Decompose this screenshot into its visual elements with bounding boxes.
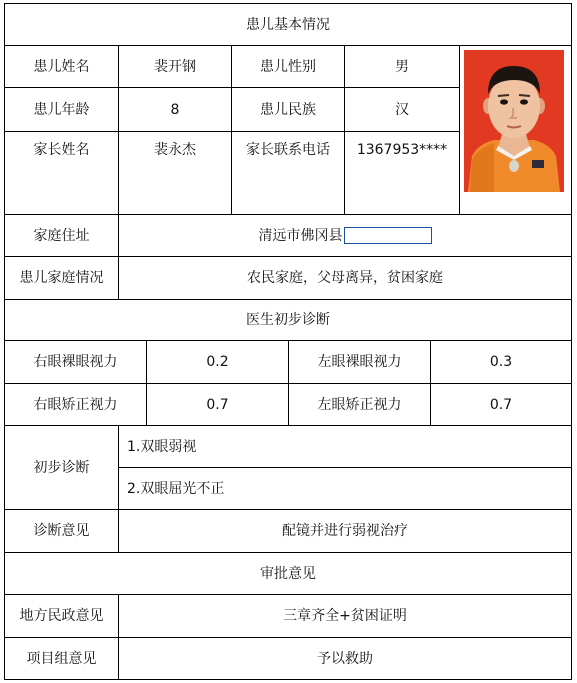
- civil-affairs-value: 三章齐全+贫困证明: [118, 594, 572, 638]
- parent-phone-label: 家长联系电话: [231, 131, 345, 215]
- civil-affairs-label: 地方民政意见: [4, 594, 119, 638]
- family-value: 农民家庭，父母离异，贫困家庭: [118, 256, 572, 300]
- child-portrait-photo-icon: [464, 50, 564, 192]
- age-value: 8: [118, 87, 232, 132]
- left-naked-value: 0.3: [430, 340, 572, 384]
- left-naked-label: 左眼裸眼视力: [288, 340, 431, 384]
- opinion-value: 配镜并进行弱视治疗: [118, 509, 572, 553]
- parent-name-value: 裴永杰: [118, 131, 232, 215]
- address-label: 家庭住址: [4, 214, 119, 257]
- initial-diagnosis-item: 1.双眼弱视: [118, 425, 572, 468]
- left-corrected-label: 左眼矫正视力: [288, 383, 431, 426]
- basic-info-title: 患儿基本情况: [4, 3, 572, 46]
- age-label: 患儿年龄: [4, 87, 119, 132]
- left-corrected-value: 0.7: [430, 383, 572, 426]
- ethnicity-value: 汉: [344, 87, 460, 132]
- name-value: 裴开钢: [118, 45, 232, 88]
- photo-cell: [459, 45, 572, 215]
- diagnosis-title: 医生初步诊断: [4, 299, 572, 341]
- address-text: 清远市佛冈县: [258, 227, 343, 244]
- ethnicity-label: 患儿民族: [231, 87, 345, 132]
- redaction-box: [344, 227, 432, 244]
- patient-info-form: [4, 3, 572, 680]
- right-corrected-label: 右眼矫正视力: [4, 383, 147, 426]
- address-value: [118, 214, 572, 257]
- parent-name-label: 家长姓名: [4, 131, 119, 215]
- name-label: 患儿姓名: [4, 45, 119, 88]
- gender-label: 患儿性别: [231, 45, 345, 88]
- right-corrected-value: 0.7: [146, 383, 289, 426]
- gender-value: 男: [344, 45, 460, 88]
- project-team-value: 予以救助: [118, 637, 572, 680]
- initial-diagnosis-label: 初步诊断: [4, 425, 119, 510]
- opinion-label: 诊断意见: [4, 509, 119, 553]
- project-team-label: 项目组意见: [4, 637, 119, 680]
- parent-phone-value: 1367953****: [344, 131, 460, 215]
- family-label: 患儿家庭情况: [4, 256, 119, 300]
- initial-diagnosis-item: 2.双眼屈光不正: [118, 467, 572, 510]
- right-naked-label: 右眼裸眼视力: [4, 340, 147, 384]
- approval-title: 审批意见: [4, 552, 572, 595]
- right-naked-value: 0.2: [146, 340, 289, 384]
